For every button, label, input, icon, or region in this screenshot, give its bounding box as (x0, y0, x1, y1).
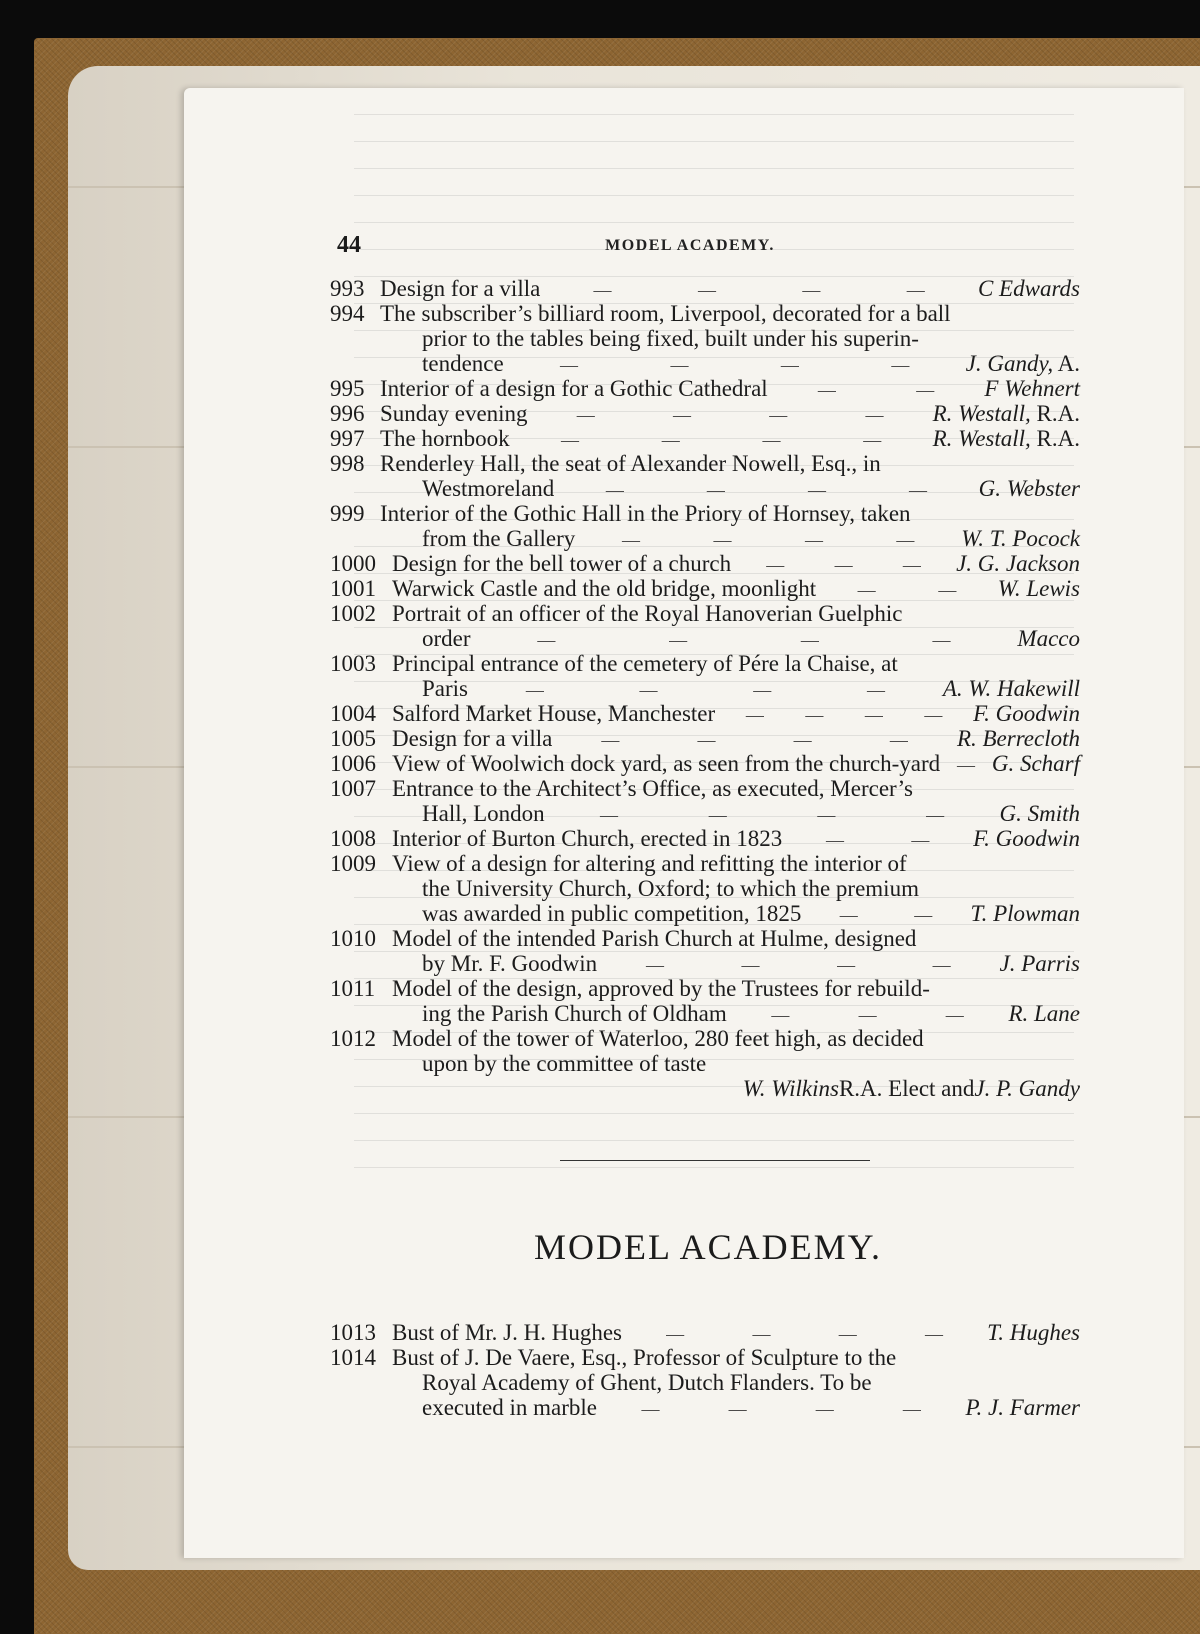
catalogue-entry (330, 726, 1080, 751)
dash: — (741, 955, 760, 975)
dash: — (661, 430, 680, 450)
dash: — (863, 430, 882, 450)
dash: — (670, 355, 689, 375)
dash: — (752, 1324, 771, 1344)
entry-title: Bust of Mr. J. H. Hughes (392, 1320, 623, 1345)
entry-line (330, 726, 1080, 751)
catalogue-entry (330, 301, 1080, 376)
entry-title: tendence (422, 351, 504, 376)
dash: — (938, 580, 957, 600)
entry-number: 1013 (330, 1320, 376, 1345)
dash: — (697, 730, 716, 750)
dash: — (666, 1324, 685, 1344)
dash-leader (768, 378, 985, 403)
running-head: MODEL ACADEMY. (605, 237, 775, 254)
show-through-line (354, 88, 1074, 115)
entry-title: Design for the bell tower of a church (392, 551, 732, 576)
dash: — (817, 805, 836, 825)
dash-leader (468, 678, 943, 703)
dash: — (708, 805, 727, 825)
catalogue-entry (330, 576, 1080, 601)
entry-title: by Mr. F. Goodwin (422, 951, 598, 976)
artist-name: J. Parris (999, 951, 1080, 976)
dash: — (525, 680, 544, 700)
entry-title: ing the Parish Church of Oldham (422, 1001, 727, 1026)
entry-title: Warwick Castle and the old bridge, moonlight (392, 576, 817, 601)
dash: — (769, 405, 788, 425)
catalogue-entry (330, 651, 1080, 701)
entry-number: 998 (330, 451, 365, 476)
dash: — (762, 430, 781, 450)
artist-name: R. Westall, R.A. (932, 426, 1080, 451)
entry-number: 1005 (330, 726, 376, 751)
entry-title: The hornbook (380, 426, 510, 451)
entry-line (330, 1001, 1080, 1026)
section-rule (560, 1160, 870, 1161)
entry-line (330, 801, 1080, 826)
dash: — (866, 680, 885, 700)
entry-line (330, 1026, 1080, 1051)
dash: — (916, 380, 935, 400)
entry-title: Hall, London (422, 801, 545, 826)
entry-line (330, 1370, 1080, 1395)
entry-title: Model of the tower of Waterloo, 280 feet high, as decided (392, 1026, 924, 1051)
entry-title: the University Church, Oxford; to which the premium (422, 876, 919, 901)
dash: — (805, 705, 824, 725)
dash: — (639, 680, 658, 700)
dash: — (593, 280, 612, 300)
dash-leader (504, 353, 966, 378)
dash: — (766, 555, 785, 575)
entry-line (330, 751, 1080, 776)
artist-name: F Wehnert (984, 376, 1080, 401)
dash: — (909, 480, 928, 500)
dash: — (906, 280, 925, 300)
entry-number: 994 (330, 301, 365, 326)
entry-line (330, 551, 1080, 576)
dash-leader (727, 1003, 1009, 1028)
artist-name: R. Berrecloth (956, 726, 1080, 751)
section-title: MODEL ACADEMY. (533, 1227, 883, 1267)
entry-line (330, 826, 1080, 851)
dash: — (889, 730, 908, 750)
catalogue-entry (330, 276, 1080, 301)
entry-title: View of a design for altering and refitting the interior of (392, 851, 907, 876)
dash: — (576, 405, 595, 425)
artist-name: P. J. Farmer (965, 1395, 1080, 1420)
artist-name: T. Plowman (970, 901, 1080, 926)
entry-title: Bust of J. De Vaere, Esq., Professor of Sculpture to the (392, 1345, 897, 1370)
entry-number: 1004 (330, 701, 376, 726)
entry-title: was awarded in public competition, 1825 (422, 901, 802, 926)
dash-leader (540, 278, 978, 303)
entry-title: Portrait of an officer of the Royal Hanoverian Guelphic (392, 601, 903, 626)
dash: — (902, 1399, 921, 1419)
entry-number: 1010 (330, 926, 376, 951)
dash: — (865, 405, 884, 425)
catalogue-entry (330, 426, 1080, 451)
entry-title: Model of the intended Parish Church at Hulme, designed (392, 926, 917, 951)
artist-title: R.A. (1030, 401, 1080, 426)
entry-line (330, 851, 1080, 876)
dash: — (559, 355, 578, 375)
entry-line (330, 501, 1080, 526)
dash-leader (597, 1397, 965, 1422)
artist-name: J. G. Jackson (956, 551, 1080, 576)
entry-title: executed in marble (422, 1395, 597, 1420)
dash: — (753, 680, 772, 700)
dash: — (537, 630, 556, 650)
entry-number: 997 (330, 426, 365, 451)
dash: — (672, 405, 691, 425)
dash: — (924, 705, 943, 725)
artist-name: J. Gandy, A. (965, 351, 1080, 376)
dash: — (926, 805, 945, 825)
entry-number: 1009 (330, 851, 376, 876)
dash-leader (554, 478, 978, 503)
dash: — (645, 955, 664, 975)
artist-name: W. Wilkins (742, 1076, 839, 1101)
dash: — (817, 380, 836, 400)
entry-title: Renderley Hall, the seat of Alexander Nowell, Esq., in (380, 451, 881, 476)
entry-title: The subscriber’s billiard room, Liverpool, decorated for a ball (380, 301, 951, 326)
artist-name: F. Goodwin (973, 826, 1080, 851)
dash: — (804, 530, 823, 550)
entry-title: Royal Academy of Ghent, Dutch Flanders. To be (422, 1370, 872, 1395)
entry-number: 1006 (330, 751, 376, 776)
entry-line (330, 376, 1080, 401)
catalogue-entry (330, 851, 1080, 926)
dash: — (945, 1005, 964, 1025)
entry-number: 996 (330, 401, 365, 426)
catalogue-entry (330, 776, 1080, 826)
dash: — (697, 280, 716, 300)
dash-leader (471, 628, 1018, 653)
entry-title: Interior of a design for a Gothic Cathedral (380, 376, 768, 401)
dash: — (864, 705, 883, 725)
dash: — (600, 805, 618, 825)
entry-number: 1001 (330, 576, 376, 601)
dash-leader (731, 553, 956, 578)
entry-title: upon by the committee of taste (422, 1051, 707, 1076)
entry-line (330, 426, 1080, 451)
section-entries (330, 1320, 1080, 1420)
entry-title: Principal entrance of the cemetery of Pére la Chaise, at (392, 651, 898, 676)
dash: — (838, 1324, 857, 1344)
artist-name: W. T. Pocock (961, 526, 1080, 551)
show-through-line (354, 142, 1074, 169)
entry-number: 1014 (330, 1345, 376, 1370)
dash: — (839, 905, 858, 925)
entry-title: Interior of the Gothic Hall in the Priory of Hornsey, taken (380, 501, 911, 526)
page-number: 44 (337, 232, 361, 258)
entry-title: Model of the design, approved by the Trustees for rebuild- (392, 976, 930, 1001)
dash: — (834, 555, 853, 575)
entry-line (330, 1051, 1080, 1076)
dash: — (902, 555, 921, 575)
dash: — (815, 1399, 834, 1419)
entry-line (330, 1395, 1080, 1420)
show-through-line (354, 169, 1074, 196)
artist-title: R.A. Elect and (838, 1076, 975, 1101)
artist-name: J. P. Gandy (974, 1076, 1080, 1101)
entry-number: 1003 (330, 651, 376, 676)
dash: — (891, 355, 910, 375)
dash-leader (528, 403, 933, 428)
entry-title: Paris (422, 676, 468, 701)
dash: — (780, 355, 799, 375)
entry-number: 999 (330, 501, 365, 526)
entry-line (330, 626, 1080, 651)
entry-number: 1008 (330, 826, 376, 851)
artist-name: R. Lane (1008, 1001, 1080, 1026)
dash: — (925, 1324, 943, 1344)
entry-line (330, 526, 1080, 551)
entry-title: Design for a villa (380, 276, 541, 301)
artist-name: G. Webster (978, 476, 1080, 501)
artist-name: F. Goodwin (973, 701, 1080, 726)
dash: — (932, 630, 951, 650)
entry-line (330, 601, 1080, 626)
catalogue-entry (330, 826, 1080, 851)
entry-line (330, 451, 1080, 476)
entry-line (330, 676, 1080, 701)
catalogue-entry (330, 501, 1080, 551)
artist-name: G. Scharf (991, 751, 1080, 776)
entry-line (330, 901, 1080, 926)
dash: — (601, 730, 620, 750)
artist-name: W. Lewis (997, 576, 1080, 601)
artist-name: Macco (1017, 626, 1080, 651)
catalogue-entry (330, 976, 1080, 1026)
dash: — (802, 280, 821, 300)
catalogue-entry (330, 701, 1080, 726)
entry-number: 993 (330, 276, 365, 301)
dash-leader (552, 728, 957, 753)
dash: — (837, 955, 856, 975)
dash: — (896, 530, 915, 550)
dash: — (641, 1399, 660, 1419)
entry-line (330, 401, 1080, 426)
dash-leader (622, 1322, 987, 1347)
dash-leader (597, 953, 999, 978)
dash: — (858, 1005, 877, 1025)
dash-leader (782, 828, 973, 853)
dash: — (706, 480, 725, 500)
entry-line (330, 926, 1080, 951)
entry-line (330, 651, 1080, 676)
entry-title: Westmoreland (422, 476, 555, 501)
entry-line (330, 1345, 1080, 1370)
entry-number: 1000 (330, 551, 376, 576)
dash: — (561, 430, 580, 450)
dash: — (793, 730, 812, 750)
entry-number: 1002 (330, 601, 376, 626)
dash: — (932, 955, 951, 975)
dash-leader (510, 428, 933, 453)
entry-line (330, 876, 1080, 901)
artist-title: R.A. (1030, 426, 1080, 451)
dash-leader (715, 703, 973, 728)
dash: — (914, 905, 933, 925)
dash: — (713, 530, 732, 550)
entry-title: Design for a villa (392, 726, 553, 751)
dash: — (622, 530, 641, 550)
entry-line (330, 951, 1080, 976)
entry-number: 995 (330, 376, 365, 401)
artist-name: R. Westall, R.A. (932, 401, 1080, 426)
entry-line (330, 1076, 1080, 1101)
entry-title: from the Gallery (422, 526, 576, 551)
entry-line (330, 776, 1080, 801)
entry-line (330, 1320, 1080, 1345)
artist-name: C Edwards (977, 276, 1080, 301)
catalogue-entry (330, 451, 1080, 501)
entry-line (330, 701, 1080, 726)
dash-leader (801, 903, 970, 928)
catalogue-entry (330, 551, 1080, 576)
dash-leader (940, 753, 992, 778)
dash: — (800, 630, 819, 650)
artist-name: A. W. Hakewill (942, 676, 1080, 701)
entry-number: 1012 (330, 1026, 376, 1051)
catalogue-entry (330, 601, 1080, 651)
show-through-line (354, 196, 1074, 223)
entry-line (330, 476, 1080, 501)
entry-title: View of Woolwich dock yard, as seen from the church-yard (392, 751, 941, 776)
entry-line (330, 326, 1080, 351)
entry-number: 1011 (330, 976, 376, 1001)
catalogue-entry (330, 1345, 1080, 1420)
entry-line (330, 576, 1080, 601)
dash-leader (816, 578, 998, 603)
catalogue-entry (330, 926, 1080, 976)
entry-title: Entrance to the Architect’s Office, as executed, Mercer’s (392, 776, 913, 801)
entry-line (330, 301, 1080, 326)
entry-title: Sunday evening (380, 401, 528, 426)
catalogue-entries (330, 276, 1080, 1101)
dash: — (669, 630, 688, 650)
show-through-line (354, 1141, 1074, 1168)
show-through-line (354, 115, 1074, 142)
entry-number: 1007 (330, 776, 376, 801)
catalogue-entry (330, 1026, 1080, 1101)
artist-name: T. Hughes (987, 1320, 1080, 1345)
entry-line (330, 276, 1080, 301)
entry-title: order (422, 626, 471, 651)
entry-title: Salford Market House, Manchester (392, 701, 716, 726)
dash: — (728, 1399, 747, 1419)
entry-line (330, 351, 1080, 376)
dash-leader (575, 528, 961, 553)
entry-line (330, 976, 1080, 1001)
dash: — (745, 705, 764, 725)
catalogue-entry (330, 401, 1080, 426)
entry-title: prior to the tables being fixed, built under his superin- (422, 326, 919, 351)
dash: — (825, 830, 844, 850)
catalogue-entry (330, 1320, 1080, 1345)
catalogue-entry (330, 751, 1080, 776)
artist-title: A. (1053, 351, 1080, 376)
artist-name: G. Smith (999, 801, 1080, 826)
dash: — (857, 580, 876, 600)
show-through-line (354, 1114, 1074, 1141)
dash: — (771, 1005, 790, 1025)
dash: — (957, 755, 975, 775)
dash: — (911, 830, 930, 850)
dash: — (807, 480, 826, 500)
entry-title: Interior of Burton Church, erected in 1823 (392, 826, 783, 851)
catalogue-entry (330, 376, 1080, 401)
dash-leader (545, 803, 1000, 828)
dash: — (605, 480, 624, 500)
